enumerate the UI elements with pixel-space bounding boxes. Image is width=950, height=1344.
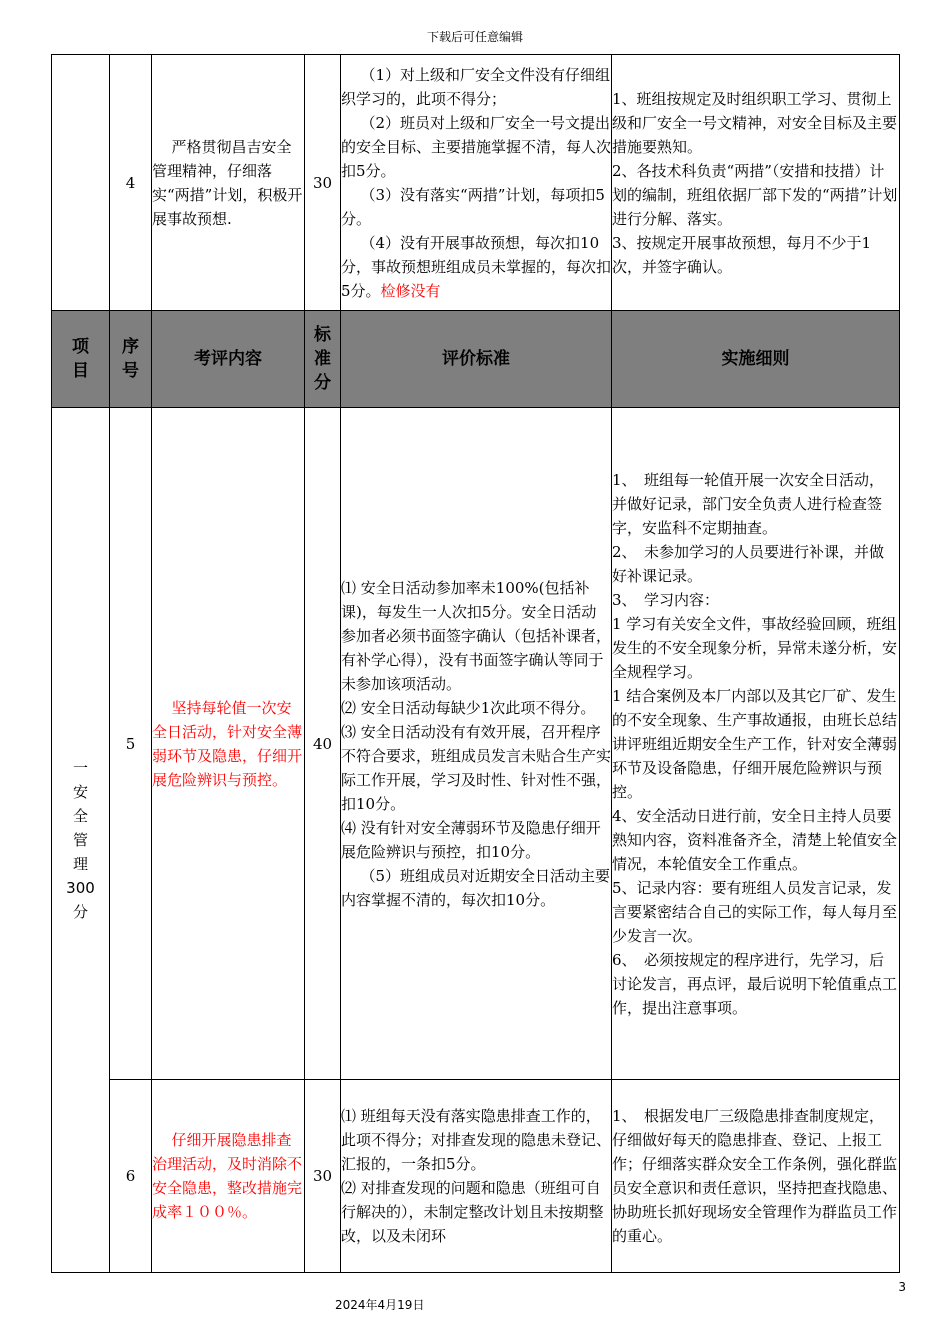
impl-item: 1、班组按规定及时组织职工学习、贯彻上级和厂安全一号文精神，对安全目标及主要措施要熟知。 <box>612 89 898 156</box>
criteria-item: ⑴ 班组每天没有落实隐患排查工作的，此项不得分；对排查发现的隐患未登记、汇报的，一条扣5分。 <box>341 1107 612 1173</box>
impl-item: 2、 未参加学习的人员要进行补课，并做好补课记录。 <box>612 542 885 585</box>
impl-item: 5、记录内容：要有班组人员发言记录，发言要紧密结合自己的实际工作，每人每月至少发言一次。 <box>612 878 898 945</box>
table-header-row <box>52 311 900 408</box>
impl-item: 3、 学习内容： <box>612 590 720 609</box>
row-criteria <box>341 55 612 311</box>
impl-item: 1、 班组每一轮值开展一次安全日活动，并做好记录，部门安全负责人进行检查签字，安监科不定期抽查。 <box>612 470 885 537</box>
impl-item: 2、各技术科负责“两措”（安措和技措）计划的编制，班组依据厂部下发的“两措”计划进行分解、落实。 <box>612 161 898 228</box>
criteria-item-text: （4）没有开展事故预想，每次扣10分，事故预想班组成员未掌握的，每次扣5分。 <box>341 233 612 300</box>
row-score: 30 <box>305 55 341 311</box>
content-text: 坚持每轮值一次安全日活动，针对安全薄弱环节及隐患，仔细开展危险辨识与预控。 <box>152 698 303 789</box>
page-header: 下载后可任意编辑 <box>426 30 523 44</box>
impl-item: 1 结合案例及本厂内部以及其它厂矿、发生的不安全现象、生产事故通报，由班长总结讲评班组近期安全生产工作，针对安全薄弱环节及设备隐患，仔细开展危险辨识与预控。 <box>612 686 898 801</box>
criteria-item: ⑷ 没有针对安全薄弱环节及隐患仔细开展危险辨识与预控，扣10分。 <box>341 818 601 861</box>
row-implementation <box>612 408 900 1080</box>
content-text: 严格贯彻昌吉安全管理精神，仔细落实“两措”计划，积极开展事故预想. <box>152 137 303 228</box>
col-header-implementation: 实施细则 <box>612 311 900 408</box>
impl-item: 3、按规定开展事故预想，每月不少于1次，并签字确认。 <box>612 233 872 276</box>
table-row-6 <box>52 1080 900 1273</box>
criteria-item: （1）对上级和厂安全文件没有仔细组织学习的，此项不得分； <box>341 65 611 108</box>
safety-evaluation-table <box>51 54 900 1273</box>
criteria-item <box>341 231 611 303</box>
col-header-category: 项 目 <box>52 311 110 408</box>
row-content <box>152 1080 305 1273</box>
row-seq: 5 <box>110 408 152 1080</box>
row-content <box>152 408 305 1080</box>
page-date: 2024年4月19日 <box>335 1298 425 1312</box>
page-number: 3 <box>898 1280 906 1294</box>
row-implementation <box>612 1080 900 1273</box>
col-header-criteria: 评价标准 <box>341 311 612 408</box>
col-header-score: 标 准 分 <box>305 311 341 408</box>
row-seq: 6 <box>110 1080 152 1273</box>
criteria-item: （5）班组成员对近期安全日活动主要内容掌握不清的，每次扣10分。 <box>341 866 611 909</box>
criteria-item: ⑶ 安全日活动没有有效开展，召开程序不符合要求，班组成员发言未贴合生产实际工作开展，学习及时性、针对性不强，扣10分。 <box>341 722 612 813</box>
row-seq: 4 <box>110 55 152 311</box>
criteria-item: （2）班员对上级和厂安全一号文提出的安全目标、主要措施掌握不清，每人次扣5分。 <box>341 113 612 180</box>
row-criteria <box>341 1080 612 1273</box>
row-implementation <box>612 55 900 311</box>
category-cell: 一 安 全 管 理 300 分 <box>52 408 110 1273</box>
category-cell-empty <box>52 55 110 311</box>
criteria-item: ⑵ 对排查发现的问题和隐患（班组可自行解决的），未制定整改计划且未按期整改，以及未闭环 <box>341 1179 604 1245</box>
criteria-item: （3）没有落实“两措”计划，每项扣5分。 <box>341 185 605 228</box>
criteria-red-tail: 检修没有 <box>380 281 441 300</box>
criteria-item: ⑵ 安全日活动每缺少1次此项不得分。 <box>341 698 596 717</box>
impl-item: 6、 必须按规定的程序进行，先学习，后讨论发言，再点评，最后说明下轮值重点工作，提出注意事项。 <box>612 950 898 1017</box>
col-header-content: 考评内容 <box>152 311 305 408</box>
content-text: 仔细开展隐患排查治理活动，及时消除不安全隐患，整改措施完成率１００％。 <box>152 1131 303 1221</box>
criteria-item: ⑴ 安全日活动参加率未100%(包括补课)，每发生一人次扣5分。安全日活动参加者必须书面签字确认（包括补课者，有补学心得），没有书面签字确认等同于未参加该项活动。 <box>341 578 612 693</box>
table-row-5 <box>52 408 900 1080</box>
table-row-4 <box>52 55 900 311</box>
row-score: 30 <box>305 1080 341 1273</box>
row-criteria <box>341 408 612 1080</box>
impl-item: 1、 根据发电厂三级隐患排查制度规定，仔细做好每天的隐患排查、登记、上报工作；仔细落实群众安全工作条例，强化群监员安全意识和责任意识，坚持把查找隐患、协助班长抓好现场安全管理作为群监员工作的重心。 <box>612 1107 898 1245</box>
impl-item: 4、安全活动日进行前，安全日主持人员要熟知内容，资料准备齐全，清楚上轮值安全情况，本轮值安全工作重点。 <box>612 806 898 873</box>
row-content <box>152 55 305 311</box>
row-score: 40 <box>305 408 341 1080</box>
col-header-seq: 序 号 <box>110 311 152 408</box>
impl-item: 1 学习有关安全文件，事故经验回顾，班组发生的不安全现象分析，异常未遂分析，安全规程学习。 <box>612 614 898 681</box>
